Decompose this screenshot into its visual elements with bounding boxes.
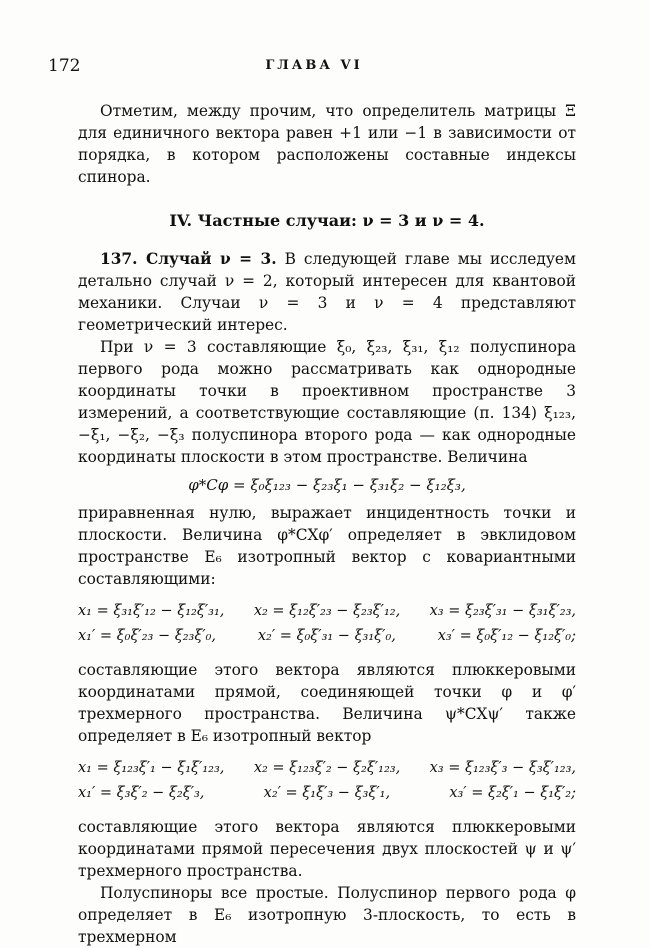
page-header bbox=[48, 56, 580, 78]
equation: x₁ = ξ₃₁ξ′₁₂ − ξ₁₂ξ′₃₁, bbox=[78, 603, 225, 619]
formula-incidence: φ*Cφ = ξ₀ξ₁₂₃ − ξ₂₃ξ₁ − ξ₃₁ξ₂ − ξ₁₂ξ₃, bbox=[188, 476, 466, 494]
paragraph-determinant: Отметим, между прочим, что определитель матрицы Ξ для единичного вектора равен +1 или −1 в зависимости от порядка, в котором расположены составные индексы спинора. bbox=[78, 102, 576, 186]
equation: x₁′ = ξ₀ξ′₂₃ − ξ₂₃ξ′₀, bbox=[78, 628, 217, 644]
paragraph-lead: 137. Случай ν = 3. bbox=[100, 250, 277, 268]
equation-group-2 bbox=[78, 757, 576, 804]
equation: x₁ = ξ₁₂₃ξ′₁ − ξ₁ξ′₁₂₃, bbox=[78, 760, 225, 776]
paragraph-isotropic-vector: приравненная нулю, выражает инцидентность точки и плоскости. Величина φ*CXφ′ определяет в эвклидовом пространстве E₆ изотропный вектор с ковариантными составляющими: bbox=[78, 504, 576, 588]
paragraph-plucker-line: составляющие этого вектора являются плюккеровыми координатами прямой, соединяющей точки φ и φ′ трехмерного пространства. Величина ψ*CXψ′ также определяет в E₆ изотропный вектор bbox=[78, 661, 576, 745]
equation-row bbox=[78, 757, 576, 779]
paragraph-case-nu3 bbox=[78, 248, 576, 336]
running-title: ГЛАВА VI bbox=[265, 58, 363, 73]
paragraph-plane-intersection: составляющие этого вектора являются плюккеровыми координатами прямой пересечения двух плоскостей ψ и ψ′ трехмерного пространства. bbox=[78, 818, 576, 880]
equation: x₂ = ξ₁₂ξ′₂₃ − ξ₂₃ξ′₁₂, bbox=[253, 603, 401, 619]
equation: x₁′ = ξ₃ξ′₂ − ξ₂ξ′₃, bbox=[78, 785, 205, 801]
equation-group-1 bbox=[78, 600, 576, 647]
equation-row bbox=[78, 625, 576, 647]
section-title: IV. Частные случаи: ν = 3 и ν = 4. bbox=[169, 211, 485, 230]
equation: x₂′ = ξ₀ξ′₃₁ − ξ₃₁ξ′₀, bbox=[257, 628, 396, 644]
equation: x₂ = ξ₁₂₃ξ′₂ − ξ₂ξ′₁₂₃, bbox=[253, 760, 401, 776]
paragraph-halfspinor: При ν = 3 составляющие ξ₀, ξ₂₃, ξ₃₁, ξ₁₂ полуспинора первого рода можно рассматривать как однородные координаты точки в проективном пространстве 3 измерений, а соответствующие составляющие (п. 134) ξ₁₂₃, −ξ₁, −ξ₂, −ξ₃ полуспинора второго рода — как однородные координаты плоскости в этом пространстве. Величина bbox=[78, 338, 576, 466]
equation: x₂′ = ξ₁ξ′₃ − ξ₃ξ′₁, bbox=[263, 785, 391, 801]
equation-row bbox=[78, 600, 576, 622]
equation: x₃′ = ξ₂ξ′₁ − ξ₁ξ′₂; bbox=[449, 785, 576, 801]
equation: x₃ = ξ₁₂₃ξ′₃ − ξ₃ξ′₁₂₃, bbox=[429, 760, 576, 776]
paragraph-text: В следующей главе мы исследуем детально случай ν = 2, который интересен для квантовой механики. Случаи ν = 3 и ν = 4 представляют геометрический интерес. bbox=[78, 250, 576, 334]
page-number: 172 bbox=[48, 56, 81, 76]
equation: x₃ = ξ₂₃ξ′₃₁ − ξ₃₁ξ′₂₃, bbox=[429, 603, 576, 619]
paragraph-simple-halfspinors: Полуспиноры все простые. Полуспинор первого рода φ определяет в E₆ изотропную 3-плоскость, то есть в трехмерном bbox=[78, 884, 576, 946]
equation-row bbox=[78, 782, 576, 804]
equation: x₃′ = ξ₀ξ′₁₂ − ξ₁₂ξ′₀; bbox=[437, 628, 576, 644]
page-body bbox=[78, 100, 576, 948]
